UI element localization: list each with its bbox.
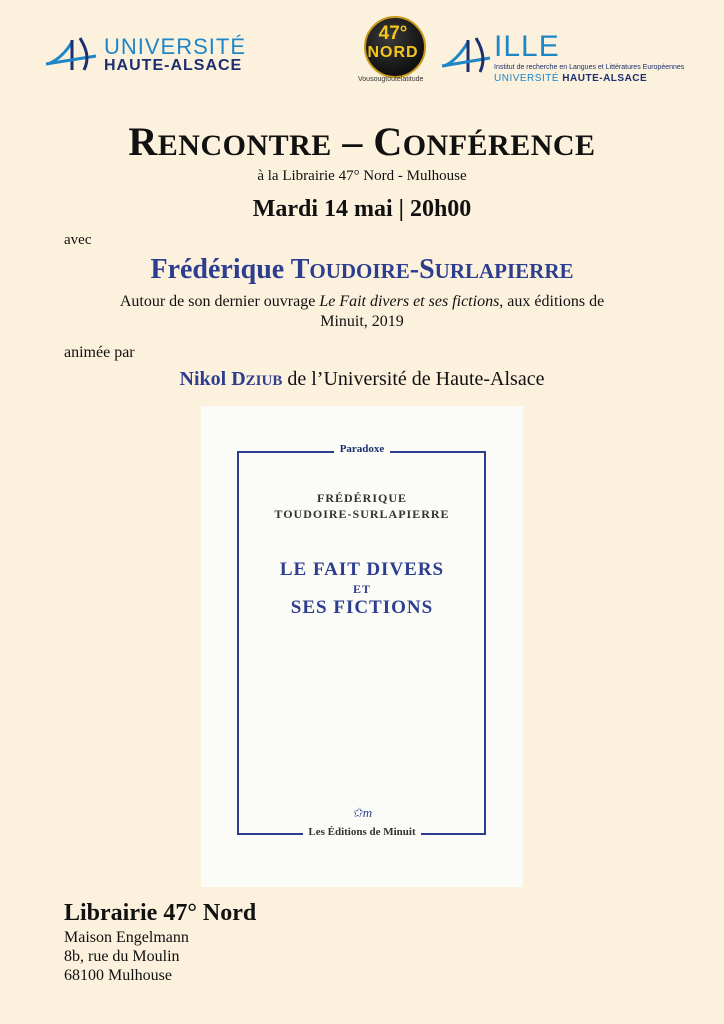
nord-number: 47° — [378, 23, 408, 44]
moderator-line: Nikol DZIUB de l’Université de Haute-Alsace — [179, 368, 545, 390]
book-cover — [201, 406, 523, 887]
ille-logo — [440, 30, 690, 86]
event-venue: à la Librairie 47° Nord - Mulhouse — [257, 168, 467, 184]
uha-line2: HAUTE-ALSACE — [104, 57, 243, 74]
uha-line1: UNIVERSITÉ — [104, 34, 247, 59]
shop-name: Librairie 47° Nord — [64, 900, 257, 926]
with-label: avec — [64, 232, 92, 248]
minuit-emblem-icon: ✩m — [351, 805, 373, 820]
event-date-time: Mardi 14 mai | 20h00 — [252, 196, 472, 222]
librairie-47-nord-logo — [358, 16, 436, 90]
book-description: Autour de son dernier ouvrage Le Fait divers et ses fictions, aux éditions de Minuit, 2019 — [119, 293, 605, 330]
nord-tagline: Vousougtoutelatitude — [358, 76, 424, 83]
cover-series: Paradoxe — [201, 443, 523, 455]
cover-publisher: Les Éditions de Minuit — [201, 826, 523, 838]
event-title: RENCONTRE – CONFÉRENCE — [128, 119, 596, 164]
cover-author: FRÉDÉRIQUE TOUDOIRE-SURLAPIERRE — [274, 491, 450, 521]
cover-title: LE FAIT DIVERS ET SES FICTIONS — [279, 559, 445, 618]
moderated-label: animée par — [64, 344, 135, 361]
author-name: Frédérique TOUDOIRE-SURLAPIERRE — [150, 254, 574, 285]
shop-address: Maison Engelmann 8b, rue du Moulin 68100 Mulhouse — [64, 929, 189, 984]
uha-logo — [44, 30, 274, 80]
uha-mark-icon — [44, 34, 100, 74]
ille-title: ILLE — [494, 30, 560, 63]
nord-word: NORD — [367, 44, 419, 61]
ille-university: UNIVERSITÉ HAUTE-ALSACE — [494, 73, 648, 84]
ille-subtitle: Institut de recherche en Langues et Littératures Européennes — [494, 64, 685, 71]
ille-mark-icon — [440, 34, 492, 76]
